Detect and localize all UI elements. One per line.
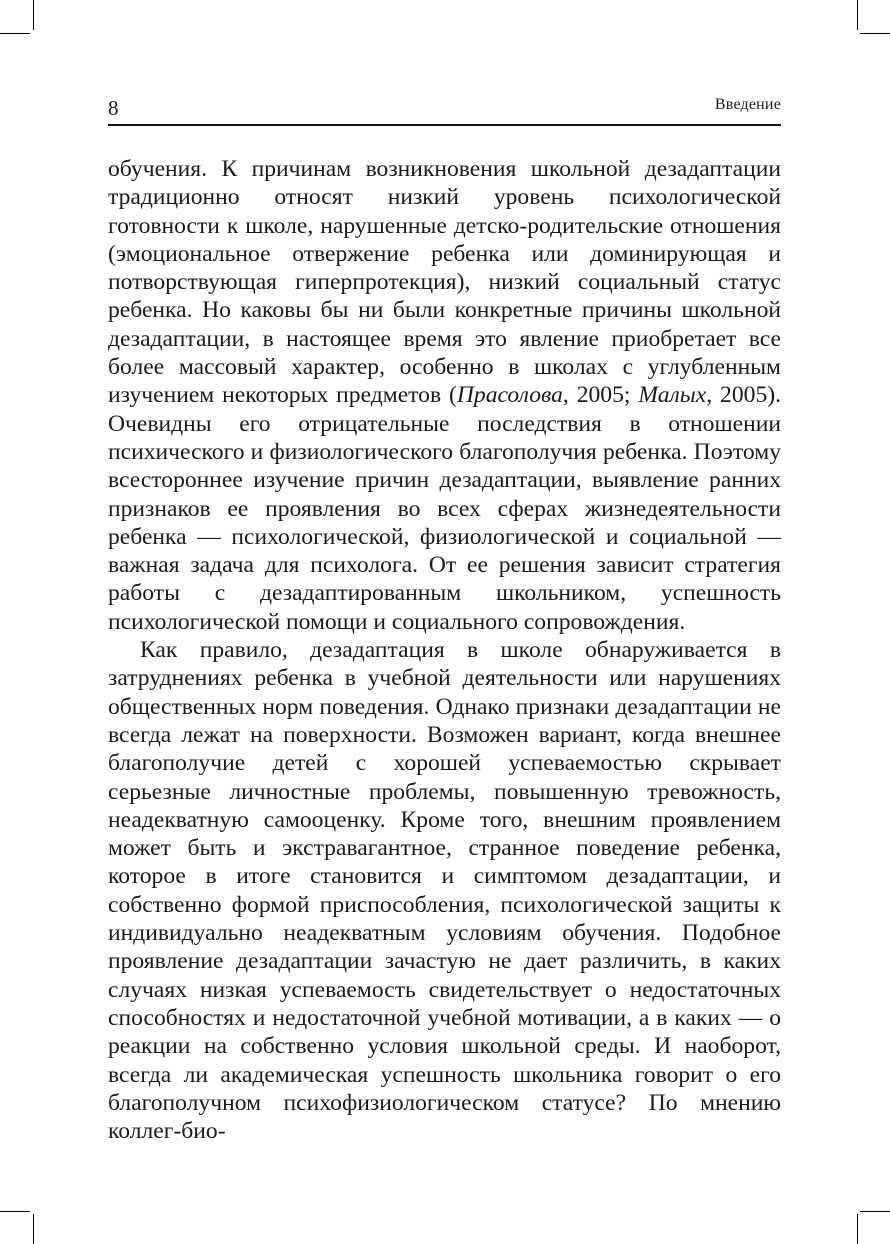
crop-mark-bottom-right-vertical	[857, 1214, 858, 1244]
paragraph-1-text-start: обучения. К причинам возникновения школьной дезадаптации традиционно относят низкий уровень психологической готовности к школе, нарушенные детско-родительские отношения (эмоциональное отвержение ребенка или доминирующая и потворствующая гиперпротекция), низкий социальный статус ребенка. Но каковы бы ни были конкретные причины школьной дезадаптации, в настоящее время это явление приобретает все более массовый характер, особенно в школах с углубленным изучением некоторых предметов (	[108, 156, 781, 409]
paragraph-2: Как правило, дезадаптация в школе обнаруживается в затруднениях ребенка в учебной деятельности или нарушениях общественных норм поведения. Однако признаки дезадаптации не всегда лежат на поверхности. Возможен вариант, когда внешнее благополучие детей с хорошей успеваемостью скрывает серьезные личностные проблемы, повышенную тревожность, неадекватную самооценку. Кроме того, внешним проявлением может быть и экстравагантное, странное поведение ребенка, которое в итоге становится и симптомом дезадаптации, и собственно формой приспособления, психологической защиты к индивидуально неадекватным условиям обучения. Подобное проявление дезадаптации зачастую не дает различить, в каких случаях низкая успеваемость свидетельствует о недостаточных способностях и недостаточной учебной мотивации, а в каких — о реакции на собственно условия школьной среды. И наоборот, всегда ли академическая успешность школьника говорит о его благополучном психофизиологическом статусе? По мнению коллег-био-	[108, 637, 781, 1145]
paragraph-1	[108, 155, 781, 636]
page-number: 8	[108, 96, 119, 120]
citation-author-malykh: Малых	[638, 382, 707, 409]
crop-mark-bottom-left-horizontal	[0, 1211, 30, 1212]
running-title: Введение	[714, 96, 781, 113]
crop-mark-top-right-horizontal	[860, 33, 890, 34]
crop-mark-top-left-vertical	[33, 0, 34, 30]
header-rule	[108, 124, 781, 126]
crop-mark-bottom-right-horizontal	[860, 1211, 890, 1212]
citation-author-prasolova: Прасолова	[456, 382, 563, 409]
citation-year-separator: , 2005;	[562, 382, 639, 409]
crop-mark-top-left-horizontal	[0, 33, 30, 34]
crop-mark-top-right-vertical	[857, 0, 858, 30]
crop-mark-bottom-left-vertical	[33, 1214, 34, 1244]
body-text	[108, 155, 781, 1145]
paragraph-1-text-end: , 2005). Очевидны его отрицательные последствия в отношении психического и физиологического благополучия ребенка. Поэтому всестороннее изучение причин дезадаптации, выявление ранних признаков ее проявления во всех сферах жизнедеятельности ребенка — психологической, физиологической и социальной — важная задача для психолога. От ее решения зависит стратегия работы с дезадаптированным школьником, успешность психологической помощи и социального сопровождения.	[108, 382, 781, 635]
